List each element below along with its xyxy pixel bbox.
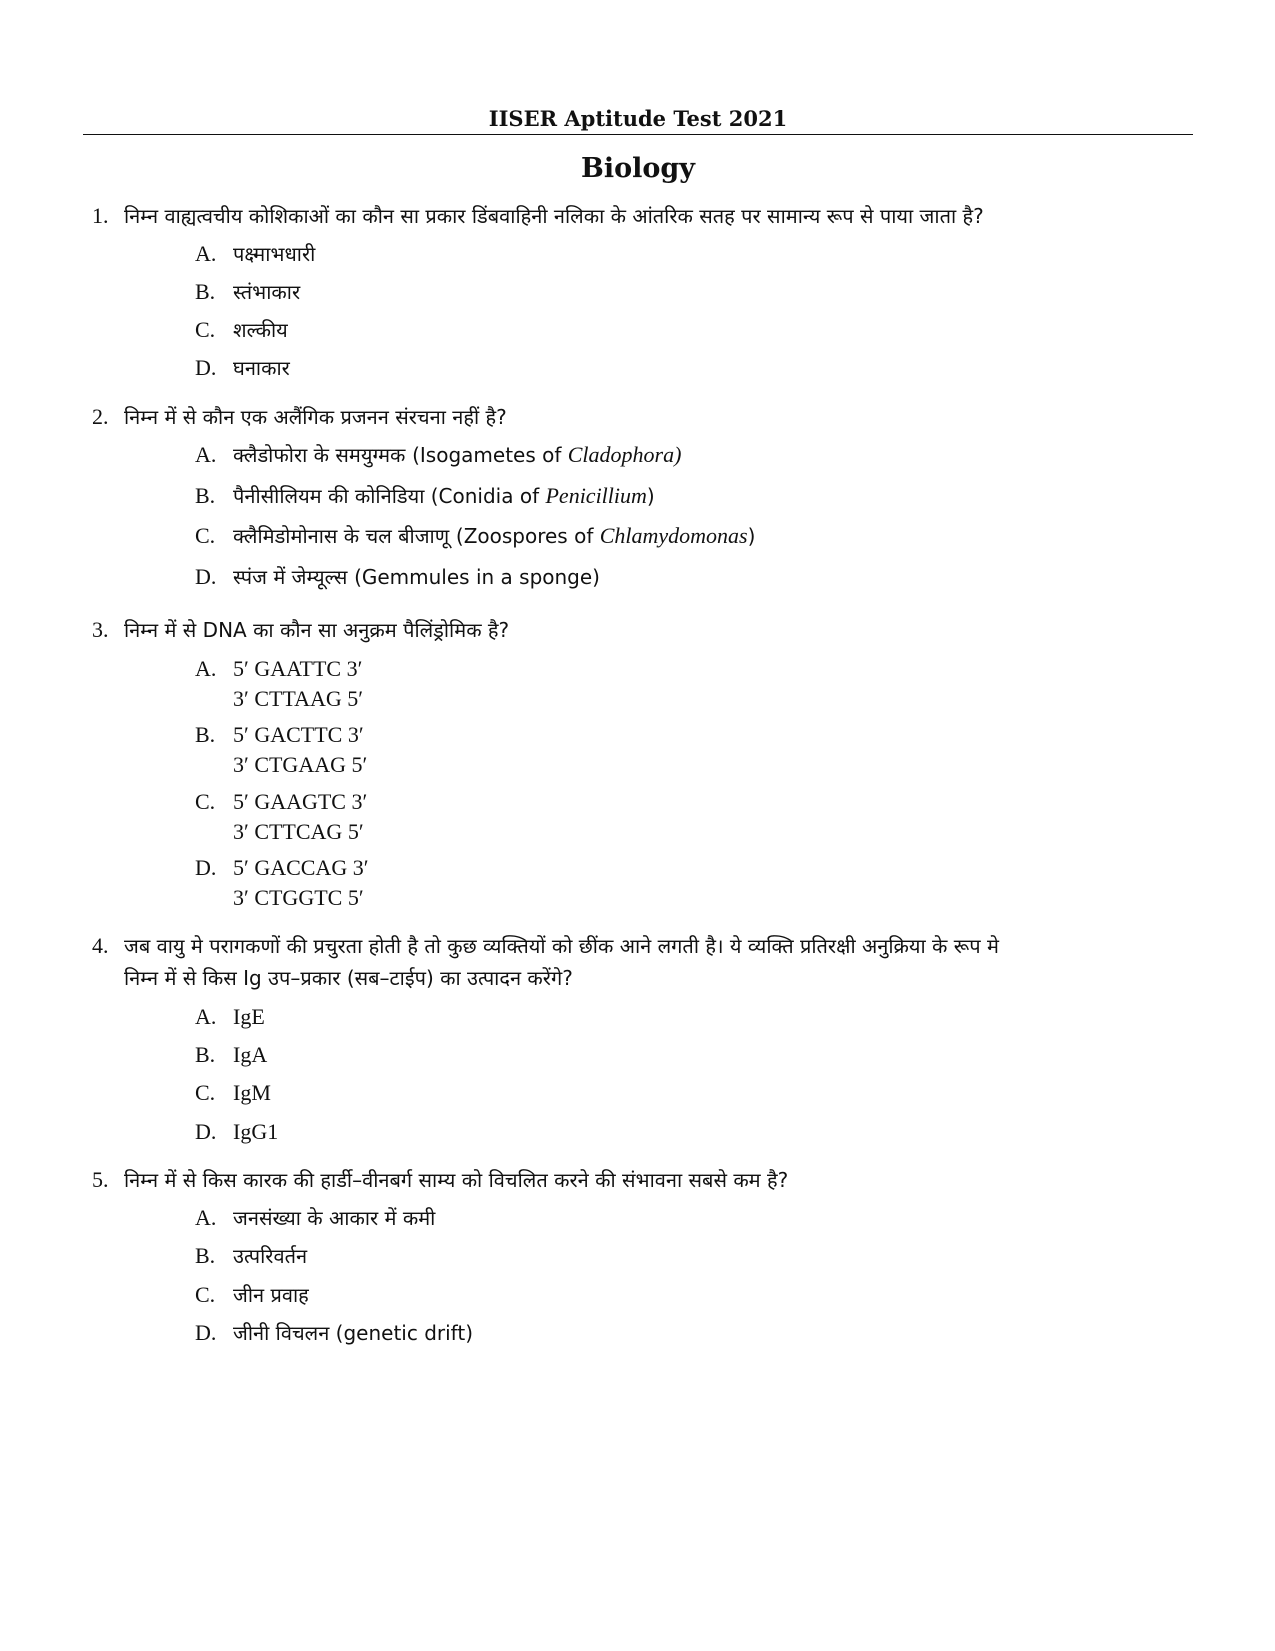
- option-3a: [195, 654, 364, 711]
- option-text-hindi: स्पंज में जेम्यूल्स: [233, 565, 348, 589]
- option-text: IgM: [233, 1080, 271, 1105]
- question-4: [92, 930, 1202, 994]
- header-divider: [83, 134, 1193, 135]
- option-2d: [195, 562, 600, 592]
- option-letter: A.: [195, 1004, 217, 1029]
- option-text-english: (Conidia of: [430, 484, 546, 508]
- question-number: 5.: [92, 1167, 109, 1192]
- option-letter: D.: [195, 564, 217, 589]
- option-text-hindi: क्लैडोफोरा के समयुग्मक: [233, 443, 406, 467]
- sequence-bottom: 3′ CTTCAG 5′: [233, 819, 364, 844]
- option-text-hindi: क्लैमिडोमोनास के चल बीजाणू: [233, 524, 450, 548]
- option-3d: [195, 853, 369, 910]
- option-1d: [195, 353, 290, 383]
- question-number: 4.: [92, 933, 109, 958]
- option-species: Chlamydomonas: [599, 523, 748, 548]
- option-species: Cladophora): [567, 442, 682, 467]
- question-2: [92, 401, 1202, 433]
- option-letter: D.: [195, 1119, 217, 1144]
- option-3c: [195, 787, 368, 844]
- question-text: निम्न में से DNA का कौन सा अनुक्रम पैलिंड्रोमिक है?: [124, 618, 510, 642]
- option-text: जनसंख्या के आकार में कमी: [233, 1206, 436, 1230]
- sequence-top: 5′ GAATTC 3′: [233, 656, 363, 681]
- sequence-top: 5′ GAAGTC 3′: [233, 789, 368, 814]
- option-text: घनाकार: [233, 356, 290, 380]
- option-text: जीन प्रवाह: [233, 1283, 309, 1307]
- subject-title: Biology: [581, 153, 695, 184]
- option-4b: [195, 1040, 267, 1070]
- option-text: IgE: [233, 1004, 265, 1029]
- option-2c: [195, 521, 755, 551]
- option-text-close: ): [747, 524, 756, 548]
- question-text: निम्न वाह्यत्वचीय कोशिकाओं का कौन सा प्रकार डिंबवाहिनी नलिका के आंतरिक सतह पर सामान्य रूप से पाया जाता है?: [124, 204, 984, 228]
- option-text: उत्परिवर्तन: [233, 1244, 308, 1268]
- option-letter: B.: [195, 483, 216, 508]
- option-text-hindi: पैनीसीलियम की कोनिडिया: [233, 484, 431, 508]
- question-text-line2: निम्न में से किस Ig उप–प्रकार (सब–टाईप) का उत्पादन करेंगे?: [124, 966, 573, 990]
- question-5: [92, 1164, 1202, 1196]
- sequence-top: 5′ GACCAG 3′: [233, 855, 369, 880]
- question-text: निम्न में से किस कारक की हार्डी–वीनबर्ग साम्य को विचलित करने की संभावना सबसे कम है?: [124, 1168, 789, 1192]
- question-1: [92, 200, 1202, 232]
- option-4a: [195, 1002, 265, 1032]
- option-letter: D.: [195, 1320, 217, 1345]
- option-5c: [195, 1280, 309, 1310]
- option-1a: [195, 239, 315, 269]
- option-4c: [195, 1078, 271, 1108]
- sequence-bottom: 3′ CTGGTC 5′: [233, 885, 364, 910]
- option-5b: [195, 1241, 307, 1271]
- option-text: IgG1: [233, 1119, 279, 1144]
- option-text-english: (Zoospores of: [455, 524, 600, 548]
- option-1b: [195, 277, 300, 307]
- option-letter: A.: [195, 241, 217, 266]
- option-text: IgA: [233, 1042, 268, 1067]
- option-letter: C.: [195, 523, 216, 548]
- sequence-bottom: 3′ CTTAAG 5′: [233, 686, 364, 711]
- option-letter: A.: [195, 656, 217, 681]
- option-letter: B.: [195, 1243, 216, 1268]
- option-text: जीनी विचलन (genetic drift): [233, 1321, 474, 1345]
- option-letter: D.: [195, 855, 217, 880]
- option-species: Penicillium: [545, 483, 647, 508]
- option-letter: C.: [195, 1282, 216, 1307]
- option-text-close: ): [646, 484, 655, 508]
- option-letter: B.: [195, 1042, 216, 1067]
- option-text-english: (Isogametes of: [412, 443, 568, 467]
- sequence-top: 5′ GACTTC 3′: [233, 722, 364, 747]
- option-4d: [195, 1117, 278, 1147]
- option-5d: [195, 1318, 473, 1348]
- question-text: निम्न में से कौन एक अलैंगिक प्रजनन संरचना नहीं है?: [124, 405, 507, 429]
- question-3: [92, 614, 1202, 646]
- option-letter: C.: [195, 789, 216, 814]
- option-text-english: (Gemmules in a sponge): [354, 565, 600, 589]
- option-3b: [195, 720, 368, 777]
- option-letter: A.: [195, 1205, 217, 1230]
- option-5a: [195, 1203, 435, 1233]
- option-1c: [195, 315, 288, 345]
- option-text: शल्कीय: [233, 318, 288, 342]
- question-number: 1.: [92, 203, 109, 228]
- option-text: स्तंभाकार: [233, 280, 301, 304]
- option-letter: B.: [195, 722, 216, 747]
- option-letter: A.: [195, 442, 217, 467]
- sequence-bottom: 3′ CTGAAG 5′: [233, 752, 368, 777]
- question-number: 2.: [92, 404, 109, 429]
- option-letter: B.: [195, 279, 216, 304]
- option-text: पक्ष्माभधारी: [233, 242, 316, 266]
- option-2a: [195, 440, 681, 470]
- option-letter: C.: [195, 317, 216, 342]
- option-2b: [195, 481, 655, 511]
- option-letter: C.: [195, 1080, 216, 1105]
- option-letter: D.: [195, 355, 217, 380]
- page-header: IISER Aptitude Test 2021: [488, 106, 788, 131]
- question-number: 3.: [92, 617, 109, 642]
- question-text-line1: जब वायु मे परागकणों की प्रचुरता होती है तो कुछ व्यक्तियों को छींक आने लगती है। ये व्यक्ति प्रतिरक्षी अनुक्रिया के रूप मे: [124, 934, 999, 958]
